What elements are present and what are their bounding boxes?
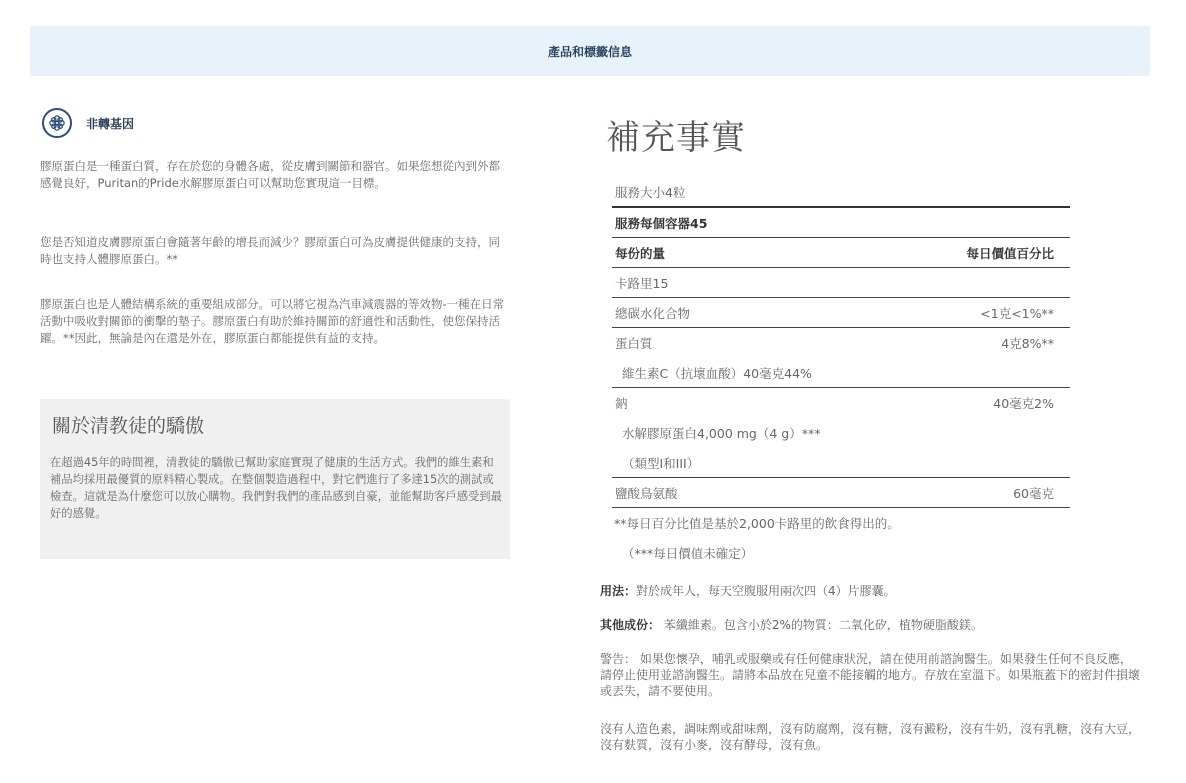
serving-size-row <box>612 178 1070 208</box>
servings-per-container-row <box>612 208 1070 238</box>
header-bar <box>30 26 1150 76</box>
nutrient-name: 維生素C（抗壞血酸）40毫克44% <box>622 365 812 381</box>
table-row <box>612 328 1070 358</box>
supplement-facts-title: 補充事實 <box>606 118 746 158</box>
other-text: 苯纖維素。包含小於2%的物質：二氧化矽，植物硬脂酸鎂。 <box>660 618 983 632</box>
other-label: 其他成份： <box>600 618 661 632</box>
flower-icon <box>42 108 72 138</box>
table-row <box>612 268 1070 298</box>
non-gmo-badge <box>40 108 510 138</box>
table-row <box>612 298 1070 328</box>
footnote-not-established: （***每日價值未確定） <box>622 546 754 561</box>
table-row <box>612 358 1070 388</box>
nutrient-name: 總碳水化合物 <box>615 305 691 321</box>
usage-text: 對於成年人，每天空腹服用兩次四（4）片膠囊。 <box>636 584 896 598</box>
servings-per-container: 服務每個容器45 <box>615 215 708 231</box>
free-from-note: 沒有人造色素，調味劑或甜味劑，沒有防腐劑，沒有糖，沒有澱粉，沒有牛奶，沒有乳糖，沒有大豆，沒有麩質，沒有小麥，沒有酵母，沒有魚。 <box>600 722 1141 752</box>
about-text: 在超過45年的時間裡，清教徒的驕傲已幫助家庭實現了健康的生活方式。我們的維生素和補品均採用最優質的原料精心製成。在整個製造過程中，對它們進行了多達15次的測試或檢查。這就是為什麼您可以放心購物。我們對我們的產品感到自豪，並能幫助客戶感受到最好的感覺。 <box>50 456 502 520</box>
nutrient-value: 40毫克2% <box>993 396 1054 411</box>
warning-note: 警告： 如果您懷孕，哺乳或服藥或有任何健康狀況，請在使用前諮詢醫生。如果發生任何不良反應，請停止使用並諮詢醫生。請將本品放在兒童不能接觸的地方。存放在室溫下。如果瓶蓋下的密封件損壞或丟失，請不要使用。 <box>600 652 1141 698</box>
nutrient-name: 鹽酸鳥氨酸 <box>615 485 678 501</box>
about-title: 關於清教徒的驕傲 <box>52 415 205 437</box>
product-description <box>40 108 510 345</box>
nutrient-name: 水解膠原蛋白4,000 mg（4 g）*** <box>622 426 821 441</box>
usage-label: 用法： <box>600 584 637 598</box>
nutrient-name: 卡路里15 <box>615 275 669 291</box>
amount-header: 每份的量 <box>615 245 666 261</box>
paragraph-intro: 膠原蛋白是一種蛋白質，存在於您的身體各處，從皮膚到關節和器官。如果您想從內到外都感覺良好，Puritan的Pride水解膠原蛋白可以幫助您實現這一目標。 <box>40 159 500 190</box>
table-row <box>612 388 1070 418</box>
nutrient-value: 4克8%** <box>1001 336 1054 351</box>
paragraph-joints: 膠原蛋白也是人體結構系統的重要組成部分。可以將它視為汽車減震器的等效物-一種在日常活動中吸收對關節的衝擊的墊子。膠原蛋白有助於維持關節的舒適性和活動性，使您保持活躍。**因此，無論是內在還是外在，膠原蛋白都能提供有益的支持。 <box>40 297 505 345</box>
table-row <box>612 448 1070 478</box>
nutrient-name: （類型I和III） <box>622 455 700 471</box>
nutrient-value: 60毫克 <box>1013 485 1054 501</box>
table-row <box>612 478 1070 508</box>
nutrient-value: <1克<1%** <box>980 305 1054 321</box>
facts-table <box>612 178 1070 568</box>
header-title: 產品和標籤信息 <box>547 44 632 59</box>
dv-header: 每日價值百分比 <box>966 245 1054 261</box>
table-row <box>612 418 1070 448</box>
paragraph-skin: 您是否知道皮膚膠原蛋白會隨著年齡的增長而減少？膠原蛋白可為皮膚提供健康的支持，同時也支持人體膠原蛋白。** <box>40 235 500 266</box>
nutrient-name: 鈉 <box>615 396 628 411</box>
table-header-row <box>612 238 1070 268</box>
badge-label: 非轉基因 <box>86 116 135 131</box>
other-ingredients-note <box>600 617 1140 633</box>
about-box <box>40 399 510 559</box>
footnote-daily-value: **每日百分比值是基於2,000卡路里的飲食得出的。 <box>614 516 900 531</box>
serving-size: 服務大小4粒 <box>615 185 686 200</box>
usage-note <box>600 583 1140 599</box>
nutrient-name: 蛋白質 <box>615 336 653 351</box>
